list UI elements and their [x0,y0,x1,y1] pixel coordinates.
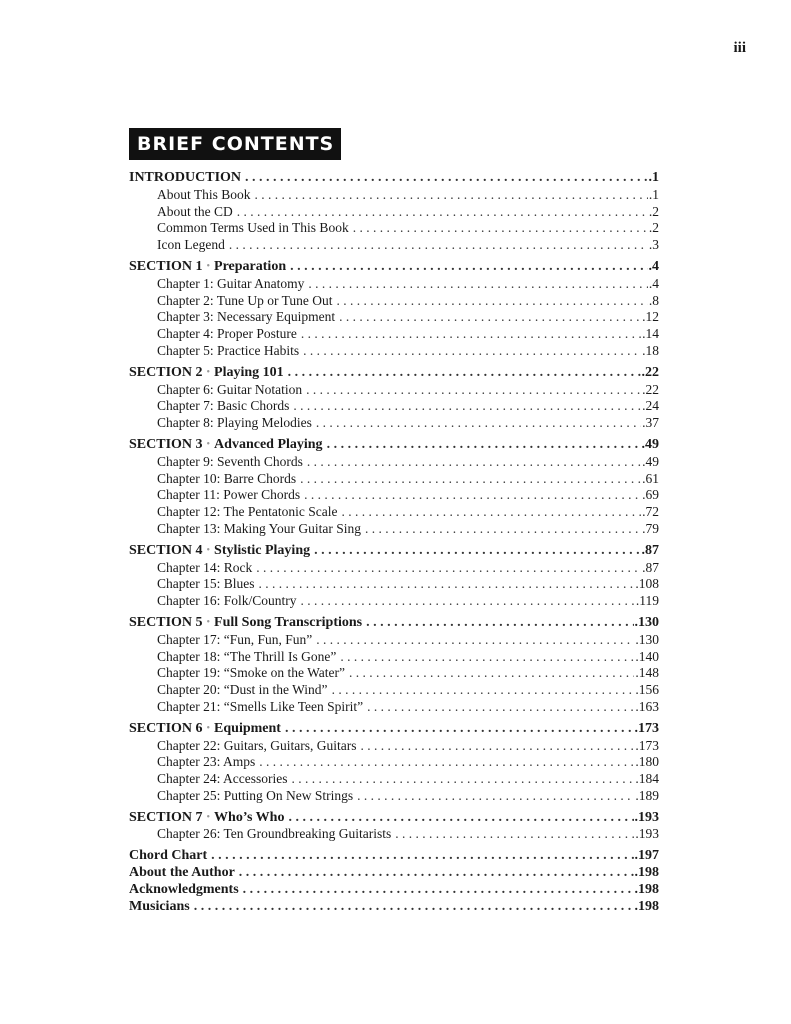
entry-page: .140 [635,648,659,664]
toc-chapter-entry[interactable] [129,454,659,471]
toc-section-entry[interactable] [129,170,659,187]
chapter-title: Icon Legend [157,237,225,253]
chapter-title: Chapter 26: Ten Groundbreaking Guitarists [157,826,392,842]
entry-page: .184 [635,771,659,787]
entry-label [157,309,339,326]
toc-back-matter-entry[interactable] [129,899,659,916]
dot-leader [349,665,634,682]
toc-chapter-entry[interactable] [129,276,659,293]
entry-page: .173 [634,720,659,736]
chapter-title: Chapter 16: Folk/Country [157,593,297,609]
bullet-separator: • [206,616,211,628]
entry-page: .173 [635,737,659,753]
section-title: Advanced Playing [214,436,323,452]
entry-label [157,343,303,360]
dot-leader [306,382,641,399]
toc-group [129,365,659,432]
page-number: iii [733,40,746,56]
chapter-title: Chapter 21: “Smells Like Teen Spirit” [157,698,364,714]
toc-chapter-entry[interactable] [129,220,659,237]
entry-page: .14 [642,326,659,342]
dot-leader [243,882,634,899]
toc-chapter-entry[interactable] [129,576,659,593]
toc-chapter-entry[interactable] [129,471,659,488]
section-name: SECTION 6 [129,720,203,736]
chapter-title: Chapter 6: Guitar Notation [157,381,303,397]
toc-chapter-entry[interactable] [129,237,659,254]
dot-leader [194,899,634,916]
dot-leader [366,615,633,632]
toc-chapter-entry[interactable] [129,382,659,399]
entry-label [157,593,301,610]
entry-label [157,382,306,399]
entry-label [157,788,357,805]
section-title: Stylistic Playing [214,542,311,558]
toc-back-matter-entry[interactable] [129,882,659,899]
entry-label [157,504,341,521]
entry-page: .189 [635,787,659,803]
bullet-separator: • [206,811,211,823]
toc-section-entry[interactable] [129,365,659,382]
toc-chapter-entry[interactable] [129,826,659,843]
entry-label [129,899,194,916]
dot-leader [332,682,635,699]
entry-label [129,170,245,187]
dot-leader [316,632,634,649]
entry-page: .156 [635,682,659,698]
entry-label [157,471,300,488]
chapter-title: About the CD [157,203,233,219]
entry-page: .22 [642,381,659,397]
toc-chapter-entry[interactable] [129,665,659,682]
entry-page: .72 [642,504,659,520]
toc-group [129,810,659,844]
table-of-contents [129,170,659,915]
dot-leader [341,504,641,521]
entry-label [157,560,256,577]
toc-chapter-entry[interactable] [129,187,659,204]
entry-page: .12 [642,309,659,325]
entry-page: .79 [642,520,659,536]
entry-label [157,187,255,204]
entry-page: .180 [635,754,659,770]
toc-back-matter [129,848,659,915]
entry-label [157,326,301,343]
toc-chapter-entry[interactable] [129,788,659,805]
entry-page: .198 [634,865,659,881]
entry-page: .108 [635,576,659,592]
chapter-title: Chapter 3: Necessary Equipment [157,309,336,325]
dot-leader [256,560,641,577]
toc-group [129,170,659,254]
entry-label [157,521,365,538]
bullet-separator: • [206,260,211,272]
entry-title: Acknowledgments [129,881,239,897]
toc-chapter-entry[interactable] [129,487,659,504]
entry-label [157,237,229,254]
chapter-title: Chapter 4: Proper Posture [157,326,297,342]
toc-group [129,437,659,538]
entry-label [157,398,293,415]
section-title: Equipment [214,720,281,736]
dot-leader [314,543,640,560]
entry-label [129,259,290,276]
section-name: SECTION 2 [129,364,203,380]
entry-page: .4 [648,258,659,274]
chapter-title: Chapter 2: Tune Up or Tune Out [157,292,333,308]
chapter-title: Chapter 10: Barre Chords [157,470,297,486]
entry-page: .49 [642,453,659,469]
entry-page: .2 [648,220,659,236]
entry-page: .8 [648,292,659,308]
entry-page: .37 [642,415,659,431]
dot-leader [259,754,634,771]
entry-label [129,848,211,865]
toc-group [129,259,659,360]
bullet-separator: • [206,544,211,556]
toc-back-matter-entry[interactable] [129,848,659,865]
entry-label [129,882,243,899]
section-name: SECTION 3 [129,436,203,452]
section-title: Full Song Transcriptions [214,614,363,630]
entry-page: .87 [641,542,659,558]
dot-leader [337,293,648,310]
entry-label [129,865,239,882]
entry-label [157,293,337,310]
entry-page: .3 [648,237,659,253]
entry-page: .2 [648,203,659,219]
entry-page: .1 [648,186,659,202]
dot-leader [291,771,634,788]
dot-leader [316,415,641,432]
toc-chapter-entry[interactable] [129,754,659,771]
entry-page: .119 [635,593,659,609]
toc-group [129,543,659,610]
entry-label [129,437,327,454]
toc-section-entry[interactable] [129,721,659,738]
toc-chapter-entry[interactable] [129,738,659,755]
toc-chapter-entry[interactable] [129,771,659,788]
toc-chapter-entry[interactable] [129,326,659,343]
entry-page: .130 [634,614,659,630]
bullet-separator: • [206,722,211,734]
chapter-title: Chapter 17: “Fun, Fun, Fun” [157,631,313,647]
entry-label [157,632,316,649]
toc-chapter-entry[interactable] [129,504,659,521]
entry-page: .148 [635,665,659,681]
dot-leader [327,437,641,454]
entry-page: .24 [642,398,659,414]
entry-label [129,365,288,382]
entry-page: .4 [648,275,659,291]
dot-leader [237,204,648,221]
dot-leader [288,365,641,382]
dot-leader [308,276,648,293]
entry-label [157,682,332,699]
entry-page: .198 [634,898,659,914]
toc-chapter-entry[interactable] [129,682,659,699]
dot-leader [303,343,641,360]
entry-page: .87 [642,559,659,575]
toc-chapter-entry[interactable] [129,560,659,577]
entry-label [157,754,259,771]
toc-section-entry[interactable] [129,810,659,827]
entry-page: .198 [634,881,659,897]
entry-title: Musicians [129,898,190,914]
dot-leader [339,309,641,326]
toc-chapter-entry[interactable] [129,415,659,432]
entry-page: .193 [635,826,659,842]
dot-leader [285,721,634,738]
entry-page: .18 [642,342,659,358]
entry-label [157,220,353,237]
dot-leader [288,810,633,827]
entry-page: .1 [648,170,659,185]
section-name: SECTION 4 [129,542,203,558]
chapter-title: Chapter 9: Seventh Chords [157,453,303,469]
dot-leader [259,576,635,593]
entry-page: .22 [641,364,659,380]
entry-page: .61 [642,470,659,486]
dot-leader [365,521,641,538]
chapter-title: About This Book [157,186,251,202]
chapter-title: Chapter 14: Rock [157,559,253,575]
toc-chapter-entry[interactable] [129,293,659,310]
chapter-title: Chapter 5: Practice Habits [157,342,300,358]
dot-leader [357,788,634,805]
entry-label [157,204,237,221]
toc-chapter-entry[interactable] [129,343,659,360]
toc-section-entry[interactable] [129,543,659,560]
entry-page: .193 [634,809,659,825]
toc-section-entry[interactable] [129,259,659,276]
entry-title: About the Author [129,865,235,881]
entry-label [157,665,349,682]
toc-group [129,721,659,805]
entry-label [129,543,314,560]
section-title: Playing 101 [214,364,284,380]
toc-back-matter-entry[interactable] [129,865,659,882]
entry-page: .130 [635,631,659,647]
entry-label [157,826,395,843]
entry-label [129,615,366,632]
chapter-title: Chapter 18: “The Thrill Is Gone” [157,648,337,664]
dot-leader [245,170,647,187]
chapter-title: Chapter 20: “Dust in the Wind” [157,682,328,698]
dot-leader [229,237,648,254]
chapter-title: Chapter 23: Amps [157,754,256,770]
dot-leader [360,738,634,755]
entry-label [157,454,307,471]
toc-chapter-entry[interactable] [129,632,659,649]
bullet-separator: • [206,366,211,378]
entry-label [157,415,316,432]
toc-section-entry[interactable] [129,437,659,454]
entry-label [157,699,367,716]
dot-leader [239,865,634,882]
toc-chapter-entry[interactable] [129,649,659,666]
dot-leader [293,398,641,415]
section-name: SECTION 1 [129,258,203,274]
chapter-title: Chapter 13: Making Your Guitar Sing [157,520,361,536]
dot-leader [395,826,634,843]
section-title: Who’s Who [214,809,285,825]
entry-label [157,649,340,666]
entry-page: .163 [635,698,659,714]
dot-leader [301,326,641,343]
entry-label [157,738,360,755]
toc-section-entry[interactable] [129,615,659,632]
toc-chapter-entry[interactable] [129,593,659,610]
dot-leader [211,848,633,865]
chapter-title: Chapter 1: Guitar Anatomy [157,275,305,291]
section-name: INTRODUCTION [129,170,242,185]
toc-chapter-entry[interactable] [129,309,659,326]
entry-page: .69 [642,487,659,503]
chapter-title: Chapter 25: Putting On New Strings [157,787,354,803]
chapter-title: Chapter 15: Blues [157,576,255,592]
section-title: Preparation [214,258,287,274]
entry-page: .197 [634,848,659,864]
chapter-title: Chapter 8: Playing Melodies [157,415,312,431]
dot-leader [340,649,634,666]
entry-label [129,810,288,827]
toc-chapter-entry[interactable] [129,521,659,538]
entry-page: .49 [641,436,659,452]
page-title: BRIEF CONTENTS [129,128,341,160]
section-name: SECTION 7 [129,809,203,825]
section-name: SECTION 5 [129,614,203,630]
dot-leader [255,187,648,204]
toc-chapter-entry[interactable] [129,204,659,221]
entry-label [157,576,259,593]
entry-label [157,771,291,788]
entry-title: Chord Chart [129,848,208,864]
dot-leader [304,487,641,504]
chapter-title: Chapter 7: Basic Chords [157,398,290,414]
entry-label [157,276,308,293]
toc-chapter-entry[interactable] [129,699,659,716]
dot-leader [367,699,634,716]
dot-leader [353,220,648,237]
toc-group [129,615,659,716]
dot-leader [300,471,641,488]
toc-chapter-entry[interactable] [129,398,659,415]
chapter-title: Chapter 24: Accessories [157,771,288,787]
chapter-title: Chapter 11: Power Chords [157,487,301,503]
dot-leader [301,593,635,610]
chapter-title: Chapter 22: Guitars, Guitars, Guitars [157,737,357,753]
dot-leader [307,454,641,471]
entry-label [129,721,285,738]
dot-leader [290,259,647,276]
entry-label [157,487,304,504]
toc-groups [129,170,659,843]
bullet-separator: • [206,438,211,450]
chapter-title: Chapter 12: The Pentatonic Scale [157,504,338,520]
chapter-title: Chapter 19: “Smoke on the Water” [157,665,345,681]
chapter-title: Common Terms Used in This Book [157,220,349,236]
